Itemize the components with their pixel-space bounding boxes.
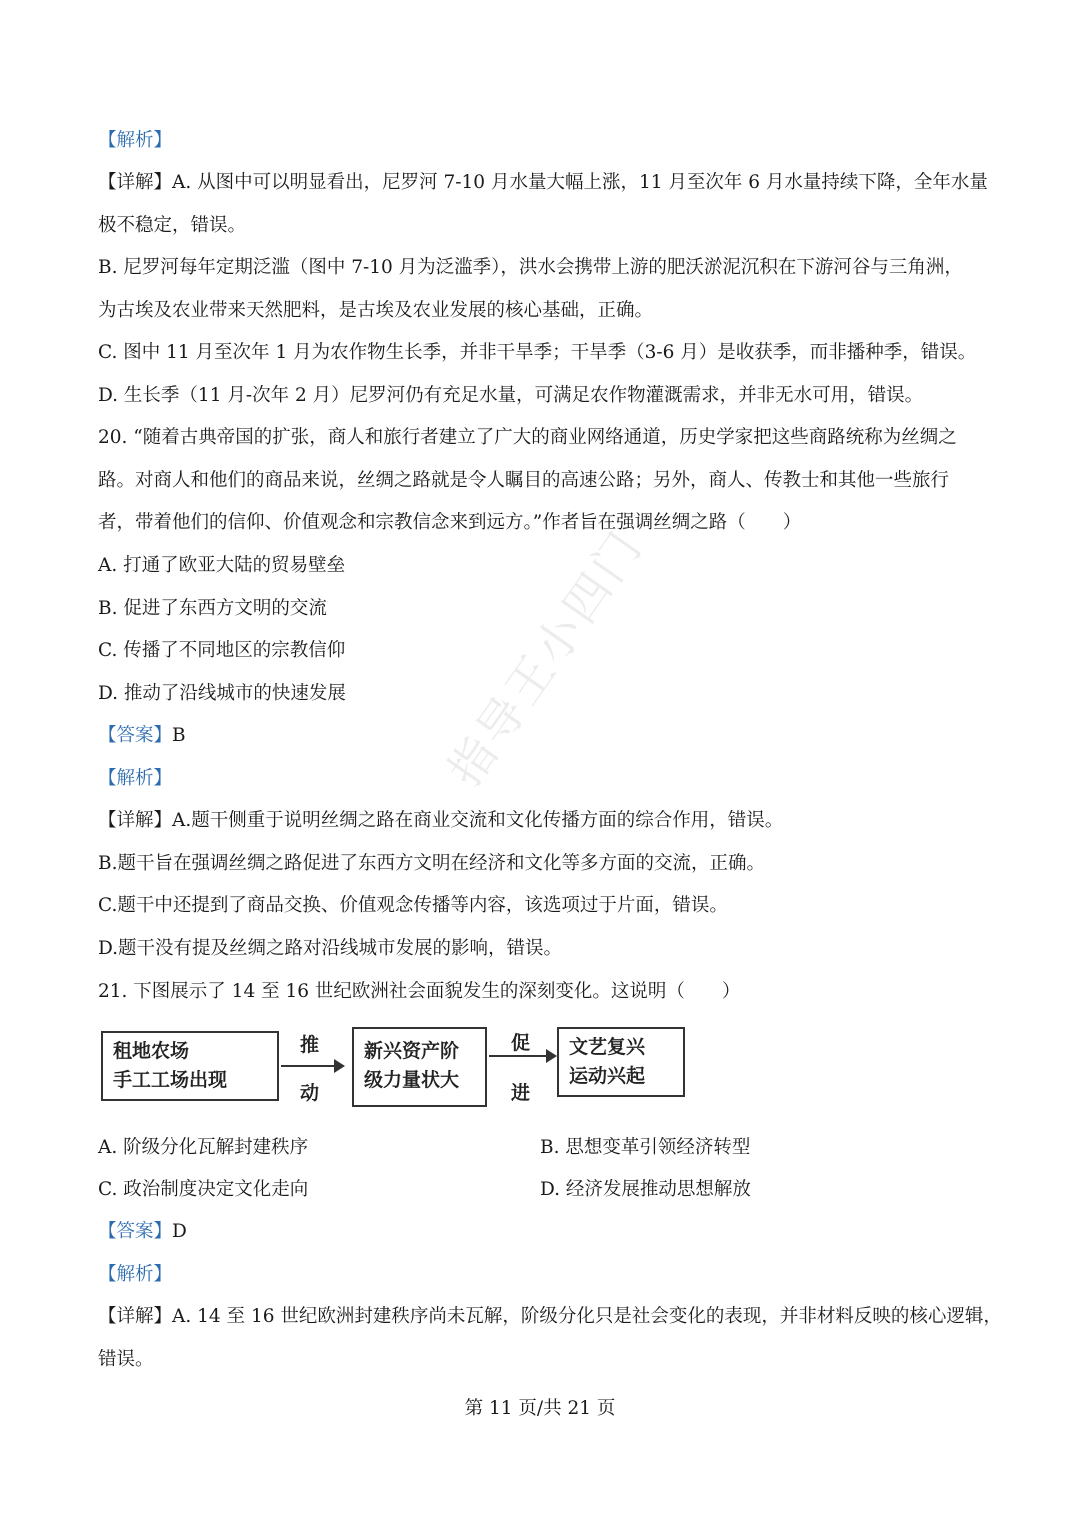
diagram-arrow2-label-top: 促	[511, 1032, 531, 1054]
q20-xiangjie-tag: 【详解】	[98, 810, 173, 831]
watermark: 指导王小四门	[437, 519, 654, 797]
q20-detail-b: B.题干旨在强调丝绸之路促进了东西方文明在经济和文化等多方面的交流，正确。	[98, 853, 765, 874]
diagram-box-renaissance: 文艺复兴 运动兴起	[557, 1027, 685, 1097]
diagram-box-farms: 租地农场 手工工场出现	[101, 1031, 279, 1101]
q19-detail-a-line1: 【详解】A. 从图中可以明显看出，尼罗河 7-10 月水量大幅上涨，11 月至次年 6 月水量持续下降，全年水量	[98, 172, 988, 193]
diagram-arrow1-label-top: 推	[300, 1034, 320, 1056]
q21-answer-tag: 【答案】	[98, 1221, 173, 1242]
q20-detail-c: C.题干中还提到了商品交换、价值观念传播等内容，该选项过于片面，错误。	[98, 895, 728, 916]
q20-stem-line2: 路。对商人和他们的商品来说，丝绸之路就是令人瞩目的高速公路；另外，商人、传教士和其他一些旅行	[98, 470, 950, 491]
q19-detail-a-line2: 极不稳定，错误。	[98, 215, 247, 236]
q20-option-b: B. 促进了东西方文明的交流	[98, 598, 327, 619]
diagram-arrow2-label-bottom: 进	[511, 1082, 531, 1104]
q21-xiangjie-tag: 【详解】	[98, 1306, 173, 1327]
diagram-box-bourgeoisie: 新兴资产阶 级力量状大	[352, 1027, 487, 1107]
q20-option-a: A. 打通了欧亚大陆的贸易壁垒	[98, 555, 346, 576]
diagram-arrow-1	[281, 1065, 343, 1067]
q19-detail-b-line1: B. 尼罗河每年定期泛滥（图中 7-10 月为泛滥季），洪水会携带上游的肥沃淤泥沉积在下游河谷与三角洲，	[98, 257, 963, 278]
q20-answer-tag: 【答案】	[98, 725, 173, 746]
q21-answer-value: D	[172, 1221, 187, 1242]
q20-stem-line1: 20. “随着古典帝国的扩张，商人和旅行者建立了广大的商业网络通道，历史学家把这些商路统称为丝绸之	[98, 427, 957, 448]
q21-answer	[98, 1220, 187, 1244]
q21-detail-a-line1: 【详解】A. 14 至 16 世纪欧洲封建秩序尚未瓦解，阶级分化只是社会变化的表现，并非材料反映的核心逻辑，	[98, 1306, 1002, 1327]
q20-answer-value: B	[172, 725, 186, 746]
q21-option-a: A. 阶级分化瓦解封建秩序	[98, 1137, 309, 1158]
q20-option-c: C. 传播了不同地区的宗教信仰	[98, 640, 346, 661]
q20-detail-a: 【详解】A.题干侧重于说明丝绸之路在商业交流和文化传播方面的综合作用，错误。	[98, 810, 784, 831]
q21-option-d: D. 经济发展推动思想解放	[540, 1179, 751, 1200]
q21-jiexi-heading: 【解析】	[98, 1264, 173, 1285]
q20-answer	[98, 724, 186, 748]
q20-detail-d: D.题干没有提及丝绸之路对沿线城市发展的影响，错误。	[98, 938, 563, 959]
diagram-arrow1-label-bottom: 动	[300, 1082, 320, 1104]
q19-xiangjie-tag: 【详解】	[98, 172, 173, 193]
q21-stem: 21. 下图展示了 14 至 16 世纪欧洲社会面貌发生的深刻变化。这说明（ ）	[98, 981, 741, 1002]
page-footer: 第 11 页/共 21 页	[464, 1398, 616, 1419]
q19-detail-d: D. 生长季（11 月-次年 2 月）尼罗河仍有充足水量，可满足农作物灌溉需求，并非无水可用，错误。	[98, 385, 924, 406]
q21-option-b: B. 思想变革引领经济转型	[540, 1137, 751, 1158]
diagram-arrow-2	[489, 1055, 555, 1057]
q19-detail-c: C. 图中 11 月至次年 1 月为农作物生长季，并非干旱季；干旱季（3-6 月）是收获季，而非播种季，错误。	[98, 342, 977, 363]
q19-jiexi-heading: 【解析】	[98, 130, 173, 151]
q21-option-c: C. 政治制度决定文化走向	[98, 1179, 309, 1200]
q20-option-d: D. 推动了沿线城市的快速发展	[98, 683, 346, 704]
q21-detail-a-line2: 错误。	[98, 1349, 154, 1370]
q20-stem-line3: 者，带着他们的信仰、价值观念和宗教信念来到远方。”作者旨在强调丝绸之路（ ）	[98, 512, 802, 533]
q20-jiexi-heading: 【解析】	[98, 768, 173, 789]
q19-detail-b-line2: 为古埃及农业带来天然肥料，是古埃及农业发展的核心基础，正确。	[98, 300, 654, 321]
